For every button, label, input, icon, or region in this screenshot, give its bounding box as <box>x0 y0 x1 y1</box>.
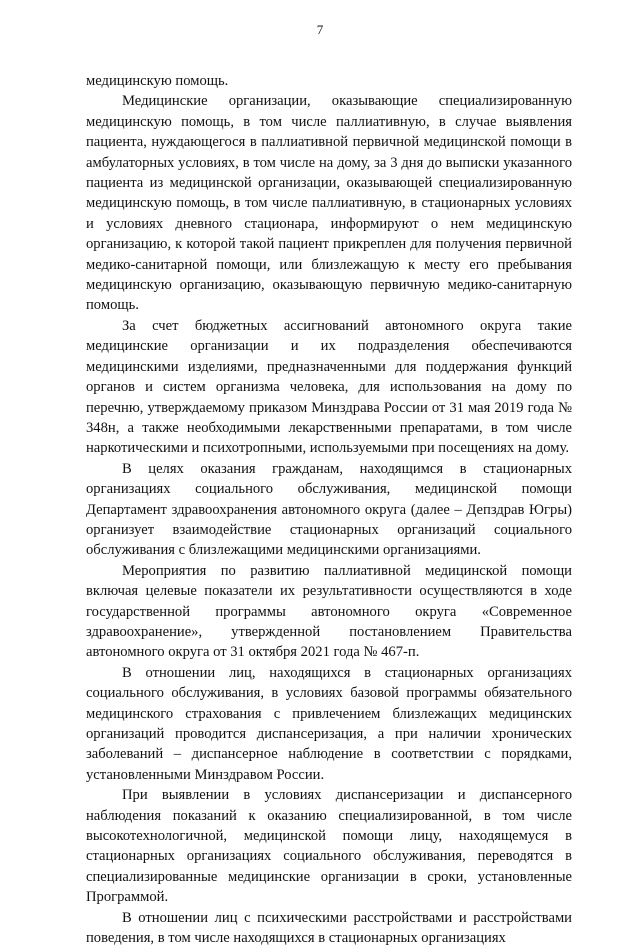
paragraph-continuation: медицинскую помощь. <box>86 73 229 89</box>
paragraph: Медицинские организации, оказывающие специализированную медицинскую помощь, в том числе паллиативную, в случае выявления пациента, нуждающегося в паллиативной первичной медицинской помощи в амбулаторных условиях, в том числе на дому, за 3 дня до выписки указанного пациента из медицинской организации, оказывающей специализированную медицинскую помощь, в том числе паллиативную, в стационарных условиях и условиях дневного стационара, информируют о нем медицинскую организацию, к которой такой пациент прикреплен для получения первичной медико-санитарной помощи, или близлежащую к месту его пребывания медицинскую организацию, оказывающую первичную медико-санитарную помощь. <box>86 93 572 314</box>
paragraph: При выявлении в условиях диспансеризации и диспансерного наблюдения показаний к оказанию специализированной, в том числе высокотехнологичной, медицинской помощи лицу, находящемуся в стационарных организациях социального обслуживания, переводятся в специализированные медицинские организации в сроки, установленные Программой. <box>86 787 572 906</box>
paragraph: За счет бюджетных ассигнований автономного округа такие медицинские организации и их подразделения обеспечиваются медицинскими изделиями, предназначенными для поддержания функций органов и систем организма человека, для использования на дому по перечню, утверждаемому приказом Минздрава России от 31 мая 2019 года № 348н, а также необходимыми лекарственными препаратами, в том числе наркотическими и психотропными, используемыми при посещениях на дому. <box>86 317 572 457</box>
page-number: 7 <box>316 22 324 37</box>
paragraph: В отношении лиц с психическими расстройствами и расстройствами поведения, в том числе находящихся в стационарных организациях <box>86 909 572 947</box>
paragraph: В целях оказания гражданам, находящимся в стационарных организациях социального обслуживания, медицинской помощи Департамент здравоохранения автономного округа (далее – Депздрав Югры) организует взаимодействие стационарных организаций социального обслуживания с близлежащими медицинскими организациями. <box>86 460 572 559</box>
paragraph: В отношении лиц, находящихся в стационарных организациях социального обслуживания, в условиях базовой программы обязательного медицинского страхования с привлечением близлежащих медицинских организаций проводится диспансеризация, а при наличии хронических заболеваний – диспансерное наблюдение в соответствии с порядками, установленными Минздравом России. <box>86 664 572 783</box>
body-text <box>86 71 572 948</box>
paragraph: Мероприятия по развитию паллиативной медицинской помощи включая целевые показатели их результативности осуществляются в ходе государственной программы автономного округа «Современное здравоохранение», утвержденной постановлением Правительства автономного округа от 31 октября 2021 года № 467-п. <box>86 562 572 661</box>
